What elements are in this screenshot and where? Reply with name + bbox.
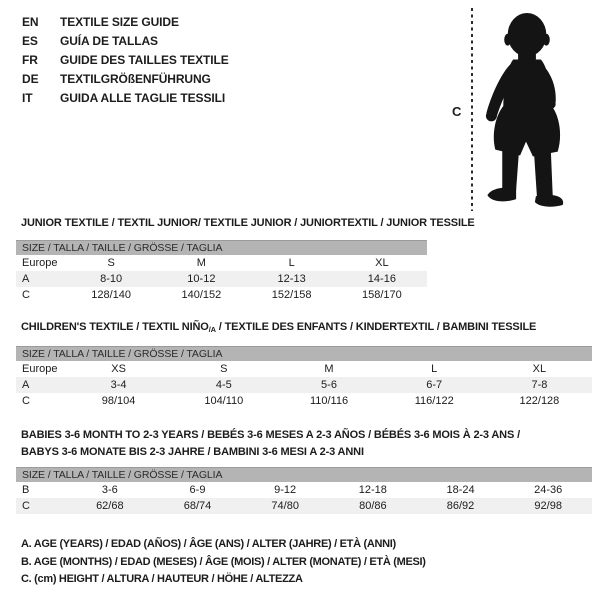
row-label: C <box>22 500 30 512</box>
footnote-a: A. AGE (YEARS) / EDAD (AÑOS) / ÂGE (ANS) / ALTER (JAHRE) / ETÀ (ANNI) <box>21 538 396 550</box>
size-cell: M <box>196 257 206 269</box>
size-cell: 12-13 <box>277 273 306 285</box>
children-table-title <box>21 321 536 334</box>
size-cell: 92/98 <box>534 500 562 512</box>
footnote-c: C. (cm) HEIGHT / ALTURA / HAUTEUR / HÖHE / ALTEZZA <box>21 573 303 585</box>
language-title: GUIDA ALLE TAGLIE TESSILI <box>60 91 226 105</box>
language-row-de <box>22 70 229 89</box>
size-cell: 4-5 <box>215 379 232 391</box>
row-label: C <box>22 289 30 301</box>
size-table-header: SIZE / TALLA / TAILLE / GRÖSSE / TAGLIA <box>16 467 592 482</box>
size-cell: L <box>288 257 295 269</box>
table-row-height <box>16 498 592 514</box>
size-cell: 10-12 <box>187 273 216 285</box>
language-row-es <box>22 32 229 51</box>
language-list <box>22 13 229 108</box>
size-table-header: SIZE / TALLA / TAILLE / GRÖSSE / TAGLIA <box>16 240 427 255</box>
height-measure-dotted-line <box>471 8 473 211</box>
size-cell: 8-10 <box>100 273 123 285</box>
size-cell: 62/68 <box>96 500 124 512</box>
size-table-header: SIZE / TALLA / TAILLE / GRÖSSE / TAGLIA <box>16 346 592 361</box>
children-title-subscript: /A <box>208 325 216 334</box>
babies-title-line2: BABYS 3-6 MONATE BIS 2-3 JAHRE / BAMBINI 3-6 MESI A 2-3 ANNI <box>21 446 364 458</box>
row-label: A <box>22 379 30 391</box>
size-cell: XL <box>532 363 547 375</box>
size-cell: 140/152 <box>181 289 222 301</box>
size-cell: 12-18 <box>358 484 387 496</box>
table-row-height <box>16 393 592 409</box>
table-row-europe <box>16 255 427 271</box>
row-label: Europe <box>22 257 58 269</box>
size-cell: 24-36 <box>534 484 563 496</box>
row-label: B <box>22 484 30 496</box>
language-title: GUIDE DES TAILLES TEXTILE <box>60 53 229 67</box>
table-row-europe <box>16 361 592 377</box>
size-cell: S <box>220 363 228 375</box>
language-title: TEXTILGRÖßENFÜHRUNG <box>60 72 211 86</box>
children-title-part: / TEXTILE DES ENFANTS / KINDERTEXTIL / BAMBINI TESSILE <box>215 321 537 333</box>
toddler-silhouette-icon <box>482 10 572 208</box>
size-cell: 9-12 <box>274 484 297 496</box>
size-cell: S <box>107 257 115 269</box>
row-label: C <box>22 395 30 407</box>
language-code: ES <box>22 34 38 48</box>
size-cell: 18-24 <box>446 484 475 496</box>
table-row-age <box>16 377 592 393</box>
row-label: Europe <box>22 363 58 375</box>
size-cell: 14-16 <box>367 273 396 285</box>
language-code: EN <box>22 15 39 29</box>
size-cell: 6-7 <box>426 379 443 391</box>
footnotes <box>21 536 426 589</box>
size-cell: XL <box>375 257 389 269</box>
language-row-it <box>22 89 229 108</box>
row-label: A <box>22 273 30 285</box>
language-title: GUÍA DE TALLAS <box>60 34 158 48</box>
language-code: FR <box>22 53 38 67</box>
babies-table-title <box>21 427 520 461</box>
size-cell: 68/74 <box>183 500 212 512</box>
footnote-b: B. AGE (MONTHS) / EDAD (MESES) / ÂGE (MOIS) / ALTER (MONATE) / ETÀ (MESI) <box>21 555 426 568</box>
size-cell: 86/92 <box>446 500 475 512</box>
table-row-age <box>16 271 427 287</box>
size-cell: 158/170 <box>361 289 402 301</box>
language-title: TEXTILE SIZE GUIDE <box>60 15 179 29</box>
size-cell: 116/122 <box>414 395 454 407</box>
size-cell: 110/116 <box>309 395 349 407</box>
size-cell: 104/110 <box>204 395 244 407</box>
babies-size-table <box>16 467 592 514</box>
language-code: DE <box>22 72 39 86</box>
size-cell: 128/140 <box>91 289 131 301</box>
language-code: IT <box>22 91 33 105</box>
children-title-part: CHILDREN'S TEXTILE / TEXTIL NIÑO <box>21 321 209 333</box>
size-cell: 122/128 <box>519 395 560 407</box>
babies-title-line1: BABIES 3-6 MONTH TO 2-3 YEARS / BEBÉS 3-6 MESES A 2-3 AÑOS / BÉBÉS 3-6 MOIS À 2-3 ANS / <box>21 429 520 441</box>
table-row-age-months <box>16 482 592 498</box>
size-cell: 152/158 <box>271 289 312 301</box>
size-cell: 74/80 <box>271 500 299 512</box>
size-cell: XS <box>111 363 126 375</box>
height-measure-label: C <box>452 104 462 119</box>
language-row-fr <box>22 51 229 70</box>
size-cell: 6-9 <box>189 484 206 496</box>
size-cell: 5-6 <box>321 379 337 391</box>
language-row-en <box>22 13 229 32</box>
size-cell: 3-6 <box>101 484 118 496</box>
size-cell: L <box>431 363 438 375</box>
size-cell: 7-8 <box>531 379 548 391</box>
junior-size-table <box>16 240 427 303</box>
size-cell: 3-4 <box>110 379 127 391</box>
size-cell: M <box>324 363 334 375</box>
size-cell: 80/86 <box>359 500 387 512</box>
children-size-table <box>16 346 592 409</box>
size-cell: 98/104 <box>101 395 136 407</box>
junior-table-title: JUNIOR TEXTILE / TEXTIL JUNIOR/ TEXTILE JUNIOR / JUNIORTEXTIL / JUNIOR TESSILE <box>21 217 475 229</box>
table-row-height <box>16 287 427 303</box>
